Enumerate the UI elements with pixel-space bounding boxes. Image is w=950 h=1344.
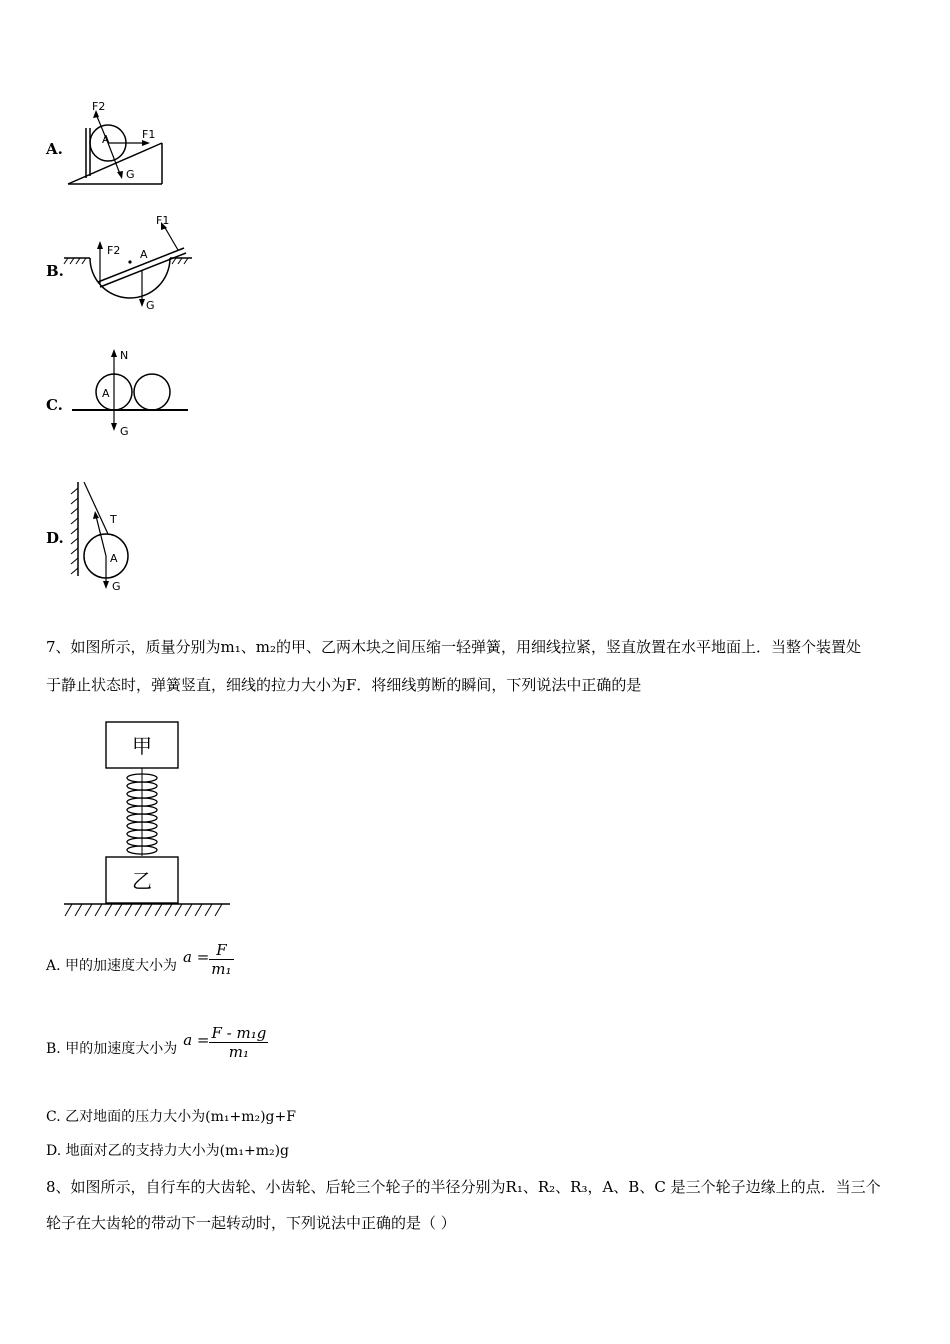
- label-g: G: [120, 425, 129, 438]
- formula-numerator: F - m₁g: [211, 1023, 267, 1042]
- q7-option-d[interactable]: D. 地面对乙的支持力大小为(m₁+m₂)g: [46, 1143, 290, 1159]
- q7-line-1: 7、如图所示，质量分别为m₁、m₂的甲、乙两木块之间压缩一轻弹簧，用细线拉紧，竖直放置在水平地面上．当整个装置处: [46, 638, 862, 656]
- q8-line-2: 轮子在大齿轮的带动下一起转动时，下列说法中正确的是（ ）: [46, 1214, 456, 1232]
- option-text: B. 甲的加速度大小为: [46, 1041, 178, 1057]
- label-g: G: [112, 580, 121, 593]
- figure-q7: [62, 716, 234, 922]
- block-yi-label: 乙: [132, 869, 152, 893]
- label-a: A: [102, 133, 110, 146]
- label-f2: F2: [107, 244, 121, 257]
- q7-option-a[interactable]: [46, 940, 234, 990]
- option-letter-d: D.: [46, 529, 64, 547]
- label-t: T: [110, 513, 117, 526]
- figure-option-b: [60, 210, 200, 318]
- block-jia-label: 甲: [132, 734, 152, 758]
- label-a: A: [110, 552, 118, 565]
- formula-lhs: a =: [183, 948, 210, 966]
- formula-lhs: a =: [183, 1031, 210, 1049]
- q8-line-1: 8、如图所示，自行车的大齿轮、小齿轮、后轮三个轮子的半径分别为R₁、R₂、R₃，A、B、C 是三个轮子边缘上的点．当三个: [46, 1178, 881, 1196]
- option-letter-a: A.: [46, 140, 63, 158]
- figure-option-c: [70, 342, 192, 442]
- formula-fraction: [209, 941, 233, 978]
- option-letter-c: C.: [46, 396, 63, 414]
- q7-line-2: 于静止状态时，弹簧竖直，细线的拉力大小为F．将细线剪断的瞬间，下列说法中正确的是: [46, 676, 642, 694]
- label-g: G: [126, 168, 135, 181]
- option-letter-b: B.: [46, 262, 64, 280]
- option-text: A. 甲的加速度大小为: [46, 958, 178, 974]
- formula-denominator: m₁: [211, 959, 232, 978]
- formula-fraction: [209, 1024, 268, 1061]
- label-f2: F2: [92, 100, 106, 113]
- figure-option-d: [66, 476, 166, 596]
- label-g: G: [146, 299, 155, 312]
- formula-denominator: m₁: [209, 1042, 268, 1061]
- formula-numerator: F: [216, 940, 227, 959]
- label-n: N: [120, 349, 129, 362]
- label-a: A: [140, 248, 148, 261]
- q7-option-b[interactable]: [46, 1022, 268, 1074]
- label-a: A: [102, 387, 110, 400]
- label-f1: F1: [156, 214, 170, 227]
- label-f1: F1: [142, 128, 156, 141]
- figure-option-a: [62, 98, 172, 190]
- q7-option-c[interactable]: C. 乙对地面的压力大小为(m₁+m₂)g+F: [46, 1109, 296, 1125]
